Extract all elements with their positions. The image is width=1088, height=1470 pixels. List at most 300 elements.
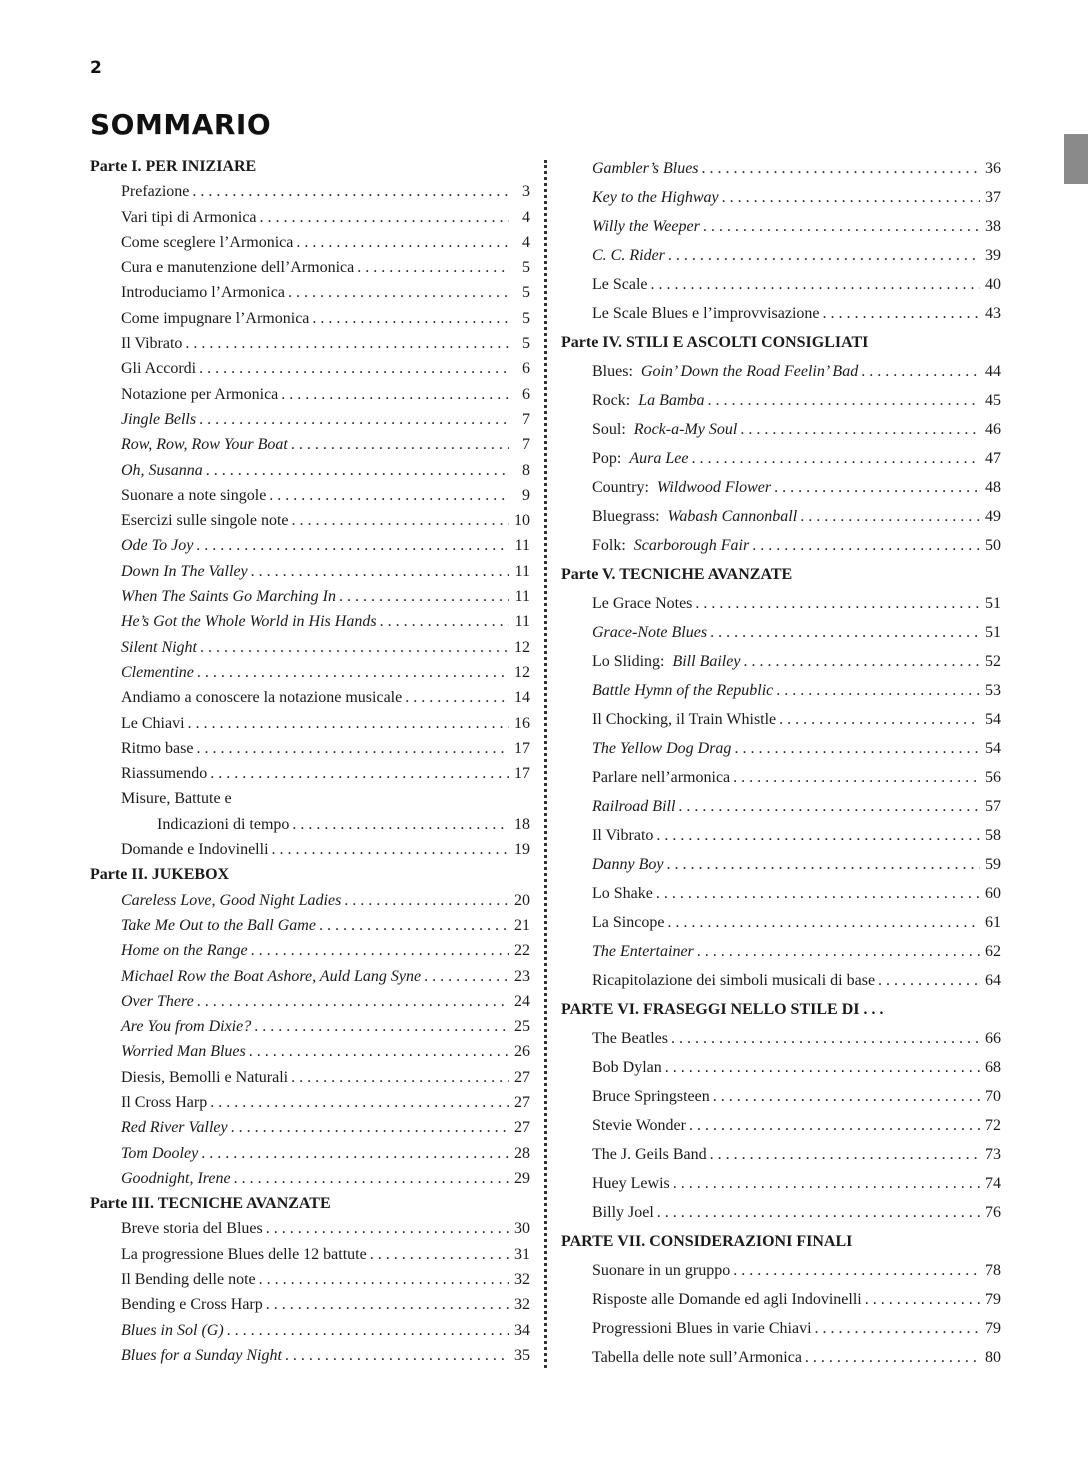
dot-leader [210, 761, 509, 786]
toc-entry-title-wrap [592, 502, 797, 531]
toc-entry-title-wrap [121, 458, 203, 483]
toc-entry-title: Bill Bailey [672, 653, 741, 670]
toc-entry-title-wrap [592, 299, 819, 328]
toc-page-number: 27 [514, 1119, 530, 1137]
toc-entry[interactable] [90, 1090, 530, 1115]
toc-entry-title-wrap [121, 711, 185, 736]
toc-entry[interactable] [90, 1065, 530, 1090]
toc-page-number: 53 [985, 682, 1001, 699]
dot-leader [861, 357, 980, 386]
toc-entry[interactable] [90, 432, 530, 457]
dot-leader [805, 1343, 980, 1372]
toc-entry-title-wrap [121, 1065, 288, 1090]
toc-entry[interactable] [90, 559, 530, 584]
toc-page-number: 11 [514, 562, 530, 580]
toc-entry-title-wrap [592, 676, 773, 705]
toc-entry[interactable] [90, 508, 530, 533]
toc-entry[interactable] [561, 386, 1001, 415]
toc-entry-title-wrap [592, 1111, 686, 1140]
toc-entry-title-wrap [121, 1343, 282, 1368]
toc-section-heading: Parte III. TECNICHE AVANZATE [90, 1195, 331, 1213]
toc-entry-title: Esercizi sulle singole note [121, 512, 289, 530]
dot-leader [266, 1292, 509, 1317]
dot-leader [710, 1140, 980, 1169]
toc-entry[interactable] [561, 937, 1001, 966]
dot-leader [339, 584, 509, 609]
toc-entry[interactable] [561, 966, 1001, 995]
toc-entry-title: La Sincope [592, 914, 665, 931]
dot-leader [291, 432, 509, 457]
toc-entry[interactable] [561, 1198, 1001, 1227]
toc-entry-title-wrap [121, 584, 336, 609]
toc-entry-title-wrap [592, 908, 664, 937]
toc-entry[interactable] [90, 306, 530, 331]
toc-entry-title: Tabella delle note sull’Armonica [592, 1349, 802, 1366]
toc-entry-title: Wabash Cannonball [667, 508, 798, 525]
toc-page-number: 60 [985, 885, 1001, 902]
dot-leader [695, 589, 980, 618]
toc-page-number: 51 [985, 595, 1001, 612]
toc-page-number: 7 [522, 410, 530, 428]
toc-entry-title: Over There [121, 992, 194, 1010]
toc-entry-title-wrap [121, 685, 402, 710]
toc-entry-title-wrap [592, 386, 704, 415]
dot-leader [357, 255, 509, 280]
toc-page-number: 80 [985, 1349, 1001, 1366]
toc-entry[interactable] [90, 1267, 530, 1292]
toc-entry-title-wrap [157, 812, 289, 837]
toc-entry-title: Huey Lewis [592, 1175, 670, 1192]
toc-entry[interactable] [561, 1053, 1001, 1082]
toc-entry-title-wrap [592, 763, 730, 792]
toc-entry[interactable] [90, 609, 530, 634]
toc-entry-title-wrap [592, 821, 653, 850]
toc-entry-genre: Rock: [592, 392, 631, 409]
toc-page-number: 39 [985, 247, 1001, 264]
toc-entry[interactable] [561, 763, 1001, 792]
toc-page-number: 74 [985, 1175, 1001, 1192]
toc-entry[interactable] [90, 888, 530, 913]
toc-entry-title-wrap [121, 989, 194, 1014]
toc-entry-title: Take Me Out to the Ball Game [121, 916, 316, 934]
toc-entry[interactable] [90, 660, 530, 685]
toc-entry-title: Careless Love, Good Night Ladies [121, 891, 342, 909]
toc-entry-title-wrap [121, 559, 248, 584]
toc-page-number: 40 [985, 276, 1001, 293]
dot-leader [380, 609, 509, 634]
column-divider [544, 160, 547, 1368]
toc-entry-title-wrap [121, 1216, 263, 1241]
dot-leader [774, 473, 980, 502]
toc-page-number: 16 [514, 714, 530, 732]
dot-leader [269, 483, 509, 508]
toc-entry-title: Blues for a Sunday Night [121, 1346, 282, 1364]
toc-entry-title-wrap [121, 1141, 198, 1166]
toc-entry-title: Michael Row the Boat Ashore, Auld Lang Syne [121, 967, 422, 985]
toc-entry[interactable] [90, 356, 530, 381]
dot-leader [779, 705, 980, 734]
dot-leader [296, 230, 509, 255]
dot-leader [671, 1024, 980, 1053]
toc-page-number: 21 [514, 916, 530, 934]
toc-entry-title: Introduciamo l’Armonica [121, 284, 285, 302]
toc-entry-title: Ritmo base [121, 739, 194, 757]
toc-entry-title: Tom Dooley [121, 1144, 199, 1162]
toc-page-number: 44 [985, 363, 1001, 380]
dot-leader [667, 908, 980, 937]
toc-page-number: 4 [522, 208, 530, 226]
toc-page-number: 32 [514, 1271, 530, 1289]
dot-leader [678, 792, 980, 821]
toc-entry-title-wrap [592, 1256, 730, 1285]
toc-entry[interactable] [561, 1024, 1001, 1053]
toc-entry[interactable] [561, 1256, 1001, 1285]
toc-entry-title: C. C. Rider [592, 247, 665, 264]
toc-entry-title: Ode To Joy [121, 537, 194, 555]
toc-page-number: 72 [985, 1117, 1001, 1134]
toc-entry-title: Bending e Cross Harp [121, 1296, 263, 1314]
dot-leader [199, 356, 509, 381]
toc-entry[interactable] [90, 179, 530, 204]
toc-entry[interactable] [561, 212, 1001, 241]
dot-leader [234, 1166, 509, 1191]
toc-entry-title: Le Grace Notes [592, 595, 693, 612]
toc-page-number: 8 [522, 461, 530, 479]
toc-entry[interactable] [90, 761, 530, 786]
page-title: SOMMARIO [90, 108, 272, 141]
toc-entry-title: Il Bending delle note [121, 1271, 256, 1289]
toc-entry-genre: Bluegrass: [592, 508, 660, 525]
toc-entry[interactable] [90, 1039, 530, 1064]
toc-entry-title: Railroad Bill [592, 798, 676, 815]
toc-page-number: 6 [522, 360, 530, 378]
toc-entry[interactable] [90, 458, 530, 483]
toc-entry-title-wrap [121, 1267, 256, 1292]
toc-entry[interactable] [561, 299, 1001, 328]
toc-page-number: 36 [985, 160, 1001, 177]
toc-page-number: 32 [514, 1296, 530, 1314]
toc-entry-title-wrap [121, 533, 193, 558]
dot-leader [251, 559, 509, 584]
toc-page-number: 11 [514, 613, 530, 631]
toc-entry[interactable] [561, 850, 1001, 879]
toc-entry-title-wrap [121, 635, 197, 660]
toc-entry-title: Lo Shake [592, 885, 653, 902]
toc-entry-title: Clementine [121, 663, 194, 681]
dot-leader [185, 331, 509, 356]
toc-entry-title: The J. Geils Band [592, 1146, 707, 1163]
dot-leader [776, 676, 980, 705]
toc-entry-title-wrap [121, 736, 193, 761]
toc-entry[interactable] [561, 647, 1001, 676]
toc-entry[interactable] [561, 444, 1001, 473]
toc-entry[interactable] [561, 270, 1001, 299]
toc-entry[interactable] [561, 241, 1001, 270]
dot-leader [312, 306, 509, 331]
toc-entry[interactable] [90, 1292, 530, 1317]
dot-leader [665, 1053, 980, 1082]
toc-entry[interactable] [561, 734, 1001, 763]
toc-entry[interactable] [561, 792, 1001, 821]
toc-entry-title: Aura Lee [629, 450, 689, 467]
dot-leader [740, 415, 980, 444]
toc-entry[interactable] [561, 473, 1001, 502]
toc-page-number: 37 [985, 189, 1001, 206]
toc-entry-title: Battle Hymn of the Republic [592, 682, 774, 699]
toc-entry[interactable] [90, 1216, 530, 1241]
dot-leader [697, 937, 980, 966]
toc-entry[interactable] [561, 1111, 1001, 1140]
toc-entry[interactable] [90, 1242, 530, 1267]
toc-entry[interactable] [90, 1014, 530, 1039]
toc-entry[interactable] [90, 1343, 530, 1368]
toc-entry[interactable] [90, 913, 530, 938]
toc-entry-title: Il Chocking, il Train Whistle [592, 711, 777, 728]
toc-entry-title-wrap [592, 850, 664, 879]
toc-entry-title: The Entertainer [592, 943, 694, 960]
toc-page-number: 47 [985, 450, 1001, 467]
toc-page-number: 52 [985, 653, 1001, 670]
toc-page-number: 3 [522, 183, 530, 201]
toc-entry-title-wrap [592, 705, 776, 734]
toc-entry-title-wrap [592, 647, 740, 676]
toc-entry[interactable] [90, 230, 530, 255]
toc-entry-title: Goin’ Down the Road Feelin’ Bad [640, 363, 859, 380]
toc-entry-title: Goodnight, Irene [121, 1169, 231, 1187]
toc-entry-title: Billy Joel [592, 1204, 654, 1221]
toc-page-number: 50 [985, 537, 1001, 554]
toc-page-number: 31 [514, 1245, 530, 1263]
toc-page-number: 17 [514, 765, 530, 783]
dot-leader [722, 183, 980, 212]
dot-leader [878, 966, 980, 995]
toc-page-number: 5 [522, 259, 530, 277]
dot-leader [192, 179, 509, 204]
dot-leader [288, 280, 509, 305]
toc-entry[interactable] [561, 879, 1001, 908]
toc-entry[interactable] [561, 1140, 1001, 1169]
toc-entry-title: Scarborough Fair [633, 537, 750, 554]
dot-leader [815, 1314, 980, 1343]
toc-entry[interactable] [90, 635, 530, 660]
toc-entry-title: Are You from Dixie? [121, 1018, 252, 1036]
toc-entry[interactable] [90, 331, 530, 356]
dot-leader [752, 531, 980, 560]
toc-page-number: 49 [985, 508, 1001, 525]
toc-page-number: 73 [985, 1146, 1001, 1163]
dot-leader [251, 938, 509, 963]
toc-page-number: 20 [514, 891, 530, 909]
dot-leader [199, 407, 509, 432]
toc-entry[interactable] [561, 821, 1001, 850]
toc-page-number: 43 [985, 305, 1001, 322]
toc-entry[interactable] [561, 415, 1001, 444]
toc-entry-title-wrap [121, 1014, 251, 1039]
toc-entry-title: Silent Night [121, 638, 197, 656]
dot-leader [707, 386, 980, 415]
toc-entry-title-wrap [121, 407, 196, 432]
toc-entry-title-wrap [592, 734, 731, 763]
toc-entry-title: Red River Valley [121, 1119, 228, 1137]
toc-page-number: 46 [985, 421, 1001, 438]
toc-entry-title: Il Vibrato [592, 827, 654, 844]
toc-entry[interactable] [561, 589, 1001, 618]
toc-entry-title: Come impugnare l’Armonica [121, 309, 310, 327]
toc-entry-title: Parlare nell’armonica [592, 769, 731, 786]
toc-entry[interactable] [561, 1082, 1001, 1111]
toc-entry[interactable] [90, 255, 530, 280]
dot-leader [249, 1039, 509, 1064]
toc-page-number: 27 [514, 1068, 530, 1086]
toc-entry[interactable] [561, 705, 1001, 734]
dot-leader [196, 736, 509, 761]
toc-entry[interactable] [561, 154, 1001, 183]
toc-entry[interactable] [90, 964, 530, 989]
dot-leader [668, 241, 980, 270]
toc-entry-title-wrap [592, 618, 707, 647]
toc-entry[interactable] [561, 618, 1001, 647]
toc-entry[interactable] [561, 531, 1001, 560]
dot-leader [231, 1115, 509, 1140]
toc-section-heading: Parte V. TECNICHE AVANZATE [561, 566, 793, 583]
toc-entry[interactable] [90, 533, 530, 558]
toc-entry-title-wrap [121, 761, 207, 786]
toc-entry[interactable] [90, 584, 530, 609]
toc-entry[interactable] [90, 711, 530, 736]
dot-leader [734, 734, 980, 763]
toc-entry-title: Down In The Valley [121, 562, 248, 580]
toc-entry[interactable] [561, 1343, 1001, 1372]
dot-leader [743, 647, 980, 676]
toc-entry[interactable] [90, 1318, 530, 1343]
toc-page-number: 25 [514, 1018, 530, 1036]
toc-entry-title: Bob Dylan [592, 1059, 662, 1076]
side-tab-marker [1064, 134, 1088, 184]
toc-page-number: 54 [985, 711, 1001, 728]
toc-page-number: 54 [985, 740, 1001, 757]
toc-entry-title: Vari tipi di Armonica [121, 208, 257, 226]
toc-entry[interactable] [90, 1115, 530, 1140]
dot-leader [865, 1285, 980, 1314]
toc-entry-title-wrap [121, 483, 266, 508]
toc-page-number: 14 [514, 689, 530, 707]
toc-page-number: 12 [514, 638, 530, 656]
toc-entry[interactable] [561, 1314, 1001, 1343]
toc-entry-genre: Soul: [592, 421, 626, 438]
toc-page-number: 59 [985, 856, 1001, 873]
toc-page-number: 7 [522, 436, 530, 454]
toc-page-number: 56 [985, 769, 1001, 786]
toc-page-number: 38 [985, 218, 1001, 235]
toc-entry-title-wrap [592, 1169, 670, 1198]
toc-entry-title-wrap [592, 792, 675, 821]
dot-leader [292, 508, 509, 533]
toc-page-number: 45 [985, 392, 1001, 409]
toc-entry-title-wrap [592, 531, 749, 560]
dot-leader [319, 913, 509, 938]
toc-entry[interactable] [90, 382, 530, 407]
toc-section-heading: PARTE VII. CONSIDERAZIONI FINALI [561, 1233, 853, 1250]
toc-entry[interactable] [561, 502, 1001, 531]
toc-page-number: 66 [985, 1030, 1001, 1047]
dot-leader [702, 154, 980, 183]
toc-page-number: 10 [514, 512, 530, 530]
toc-entry-title-wrap [592, 1140, 707, 1169]
toc-section-heading: PARTE VI. FRASEGGI NELLO STILE DI . . . [561, 1001, 884, 1018]
toc-entry-title: Risposte alle Domande ed agli Indovinelli [592, 1291, 862, 1308]
toc-page-number: 22 [514, 942, 530, 960]
toc-page-number: 61 [985, 914, 1001, 931]
toc-entry-title: Worried Man Blues [121, 1043, 246, 1061]
dot-leader [800, 502, 980, 531]
toc-entry[interactable] [561, 908, 1001, 937]
toc-entry-title: Diesis, Bemolli e Naturali [121, 1068, 289, 1086]
toc-entry[interactable] [90, 483, 530, 508]
dot-leader [201, 1141, 509, 1166]
toc-entry-title: Home on the Range [121, 942, 248, 960]
toc-entry[interactable] [561, 357, 1001, 386]
toc-page-number: 9 [522, 486, 530, 504]
page-number: 2 [90, 58, 102, 78]
toc-page-number: 79 [985, 1291, 1001, 1308]
toc-entry[interactable] [561, 676, 1001, 705]
toc-entry-title-wrap [121, 964, 421, 989]
toc-entry-title: Oh, Susanna [121, 461, 203, 479]
toc-page-number: 64 [985, 972, 1001, 989]
toc-entry[interactable] [90, 205, 530, 230]
dot-leader [196, 533, 509, 558]
toc-entry-title-wrap [592, 154, 699, 183]
toc-entry-title: Bruce Springsteen [592, 1088, 710, 1105]
toc-entry-genre: Blues: [592, 363, 633, 380]
dot-leader [292, 812, 509, 837]
toc-entry-title: The Beatles [592, 1030, 668, 1047]
toc-page-number: 27 [514, 1093, 530, 1111]
toc-entry-title: Riassumendo [121, 765, 208, 783]
toc-entry-genre: Folk: [592, 537, 626, 554]
toc-entry[interactable] [90, 837, 530, 862]
toc-page-number: 29 [514, 1169, 530, 1187]
toc-entry[interactable] [90, 812, 530, 837]
toc-entry-title-wrap [121, 1090, 207, 1115]
toc-entry[interactable] [90, 938, 530, 963]
dot-leader [227, 1318, 509, 1343]
toc-entry-title: The Yellow Dog Drag [592, 740, 732, 757]
toc-page-number: 19 [514, 841, 530, 859]
toc-entry-title: Le Scale [592, 276, 648, 293]
toc-entry[interactable] [561, 183, 1001, 212]
toc-entry[interactable] [90, 280, 530, 305]
toc-entry[interactable] [561, 1169, 1001, 1198]
toc-entry[interactable] [90, 989, 530, 1014]
toc-entry[interactable] [90, 1141, 530, 1166]
toc-entry-genre: Lo Sliding: [592, 653, 665, 670]
toc-entry-title-wrap [121, 660, 194, 685]
toc-entry-title-wrap [592, 1082, 710, 1111]
toc-entry-title: Il Vibrato [121, 335, 183, 353]
toc-entry[interactable] [90, 407, 530, 432]
dot-leader [272, 837, 509, 862]
toc-page-number: 51 [985, 624, 1001, 641]
toc-entry[interactable] [90, 1166, 530, 1191]
toc-entry-title-wrap [592, 1024, 668, 1053]
toc-entry[interactable] [90, 685, 530, 710]
toc-entry[interactable] [561, 1285, 1001, 1314]
toc-entry[interactable] [90, 736, 530, 761]
toc-entry-title: Grace-Note Blues [592, 624, 708, 641]
toc-right-column [561, 154, 1001, 1372]
toc-entry-title-wrap [592, 212, 700, 241]
